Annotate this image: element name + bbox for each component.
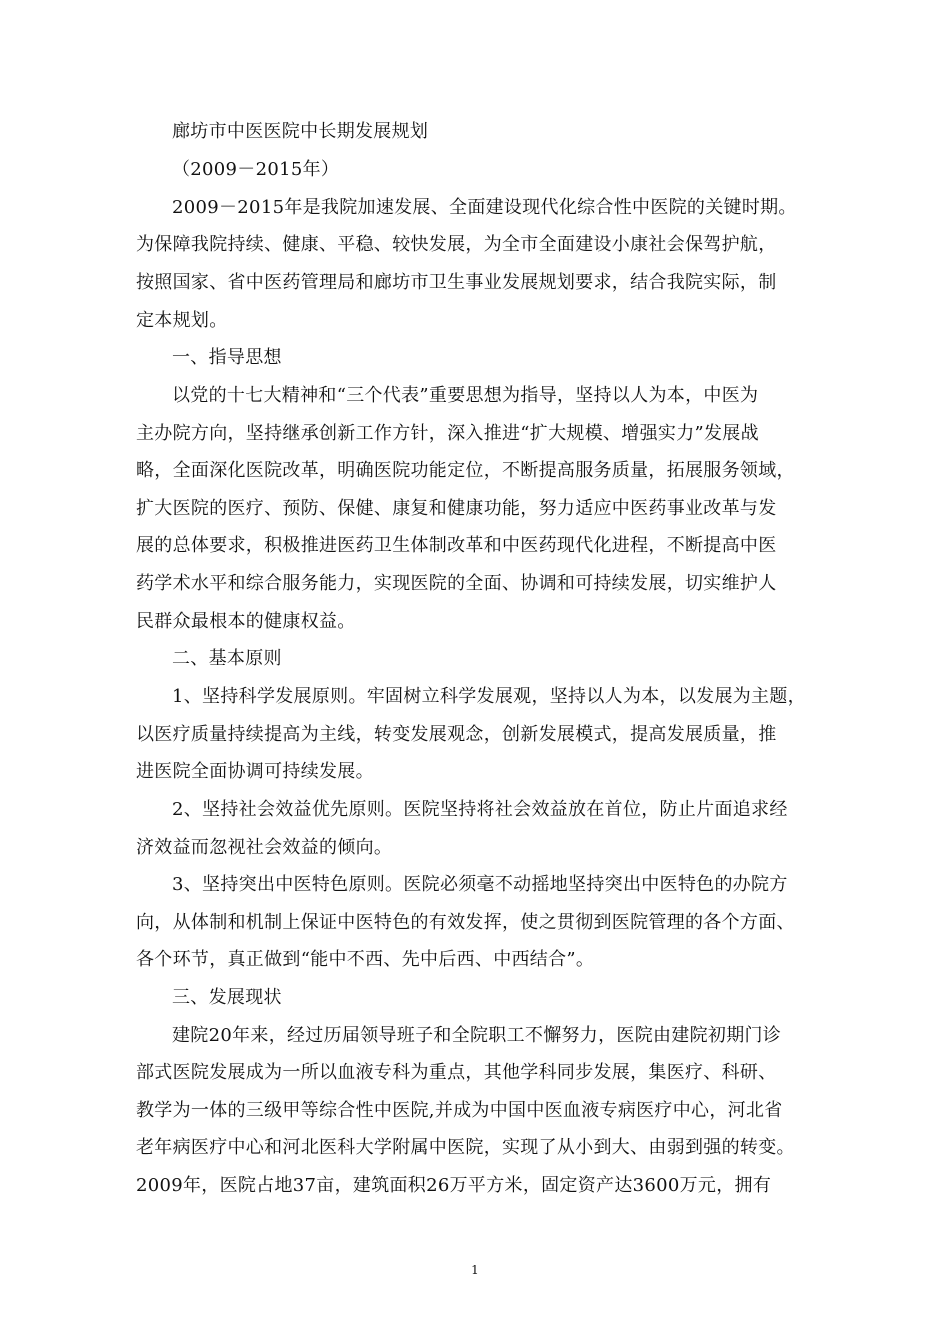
paragraph-line: 为保障我院持续、健康、平稳、较快发展，为全市全面建设小康社会保驾护航， (136, 234, 777, 255)
paragraph-line: 按照国家、省中医药管理局和廊坊市卫生事业发展规划要求，结合我院实际，制 (136, 272, 777, 293)
paragraph-line: 1、坚持科学发展原则。牢固树立科学发展观，坚持以人为本，以发展为主题， (172, 686, 806, 707)
paragraph-line: 主办院方向，坚持继承创新工作方针，深入推进“扩大规模、增强实力”发展战 (136, 423, 759, 444)
paragraph-line: 民群众最根本的健康权益。 (136, 611, 356, 632)
paragraph-line: 向，从体制和机制上保证中医特色的有效发挥，使之贯彻到医院管理的各个方面、 (136, 912, 795, 933)
paragraph-line: 进医院全面协调可持续发展。 (136, 761, 374, 782)
paragraph-line: 2009－2015年是我院加速发展、全面建设现代化综合性中医院的关键时期。 (172, 197, 797, 218)
paragraph-line: 教学为一体的三级甲等综合性中医院,并成为中国中医血液专病医疗中心，河北省 (136, 1100, 783, 1121)
paragraph-line: 建院20年来，经过历届领导班子和全院职工不懈努力，医院由建院初期门诊 (172, 1025, 782, 1046)
section-heading: 三、发展现状 (172, 987, 282, 1008)
paragraph-line: 定本规划。 (136, 310, 228, 331)
section-heading: 一、指导思想 (172, 347, 282, 368)
paragraph-line: 2、坚持社会效益优先原则。医院坚持将社会效益放在首位，防止片面追求经 (172, 799, 788, 820)
page-number: 1 (471, 1263, 479, 1277)
paragraph-line: 老年病医疗中心和河北医科大学附属中医院，实现了从小到大、由弱到强的转变。 (136, 1137, 795, 1158)
paragraph-line: 3、坚持突出中医特色原则。医院必须毫不动摇地坚持突出中医特色的办院方 (172, 874, 788, 895)
paragraph-line: 济效益而忽视社会效益的倾向。 (136, 837, 393, 858)
paragraph-line: 展的总体要求，积极推进医药卫生体制改革和中医药现代化进程，不断提高中医 (136, 535, 777, 556)
doc-title: 廊坊市中医医院中长期发展规划 (172, 121, 429, 142)
paragraph-line: 各个环节，真正做到“能中不西、先中后西、中西结合”。 (136, 949, 595, 970)
doc-subtitle: （2009－2015年） (172, 159, 340, 180)
paragraph-line: 扩大医院的医疗、预防、保健、康复和健康功能，努力适应中医药事业改革与发 (136, 498, 777, 519)
paragraph-line: 以医疗质量持续提高为主线，转变发展观念，创新发展模式，提高发展质量，推 (136, 724, 777, 745)
paragraph-line: 2009年，医院占地37亩，建筑面积26万平方米，固定资产达3600万元，拥有 (136, 1175, 772, 1196)
paragraph-line: 药学术水平和综合服务能力，实现医院的全面、协调和可持续发展，切实维护人 (136, 573, 777, 594)
paragraph-line: 部式医院发展成为一所以血液专科为重点，其他学科同步发展，集医疗、科研、 (136, 1062, 777, 1083)
paragraph-line: 略，全面深化医院改革，明确医院功能定位，不断提高服务质量，拓展服务领域， (136, 460, 795, 481)
section-heading: 二、基本原则 (172, 648, 282, 669)
paragraph-line: 以党的十七大精神和“三个代表”重要思想为指导，坚持以人为本，中医为 (172, 385, 759, 406)
